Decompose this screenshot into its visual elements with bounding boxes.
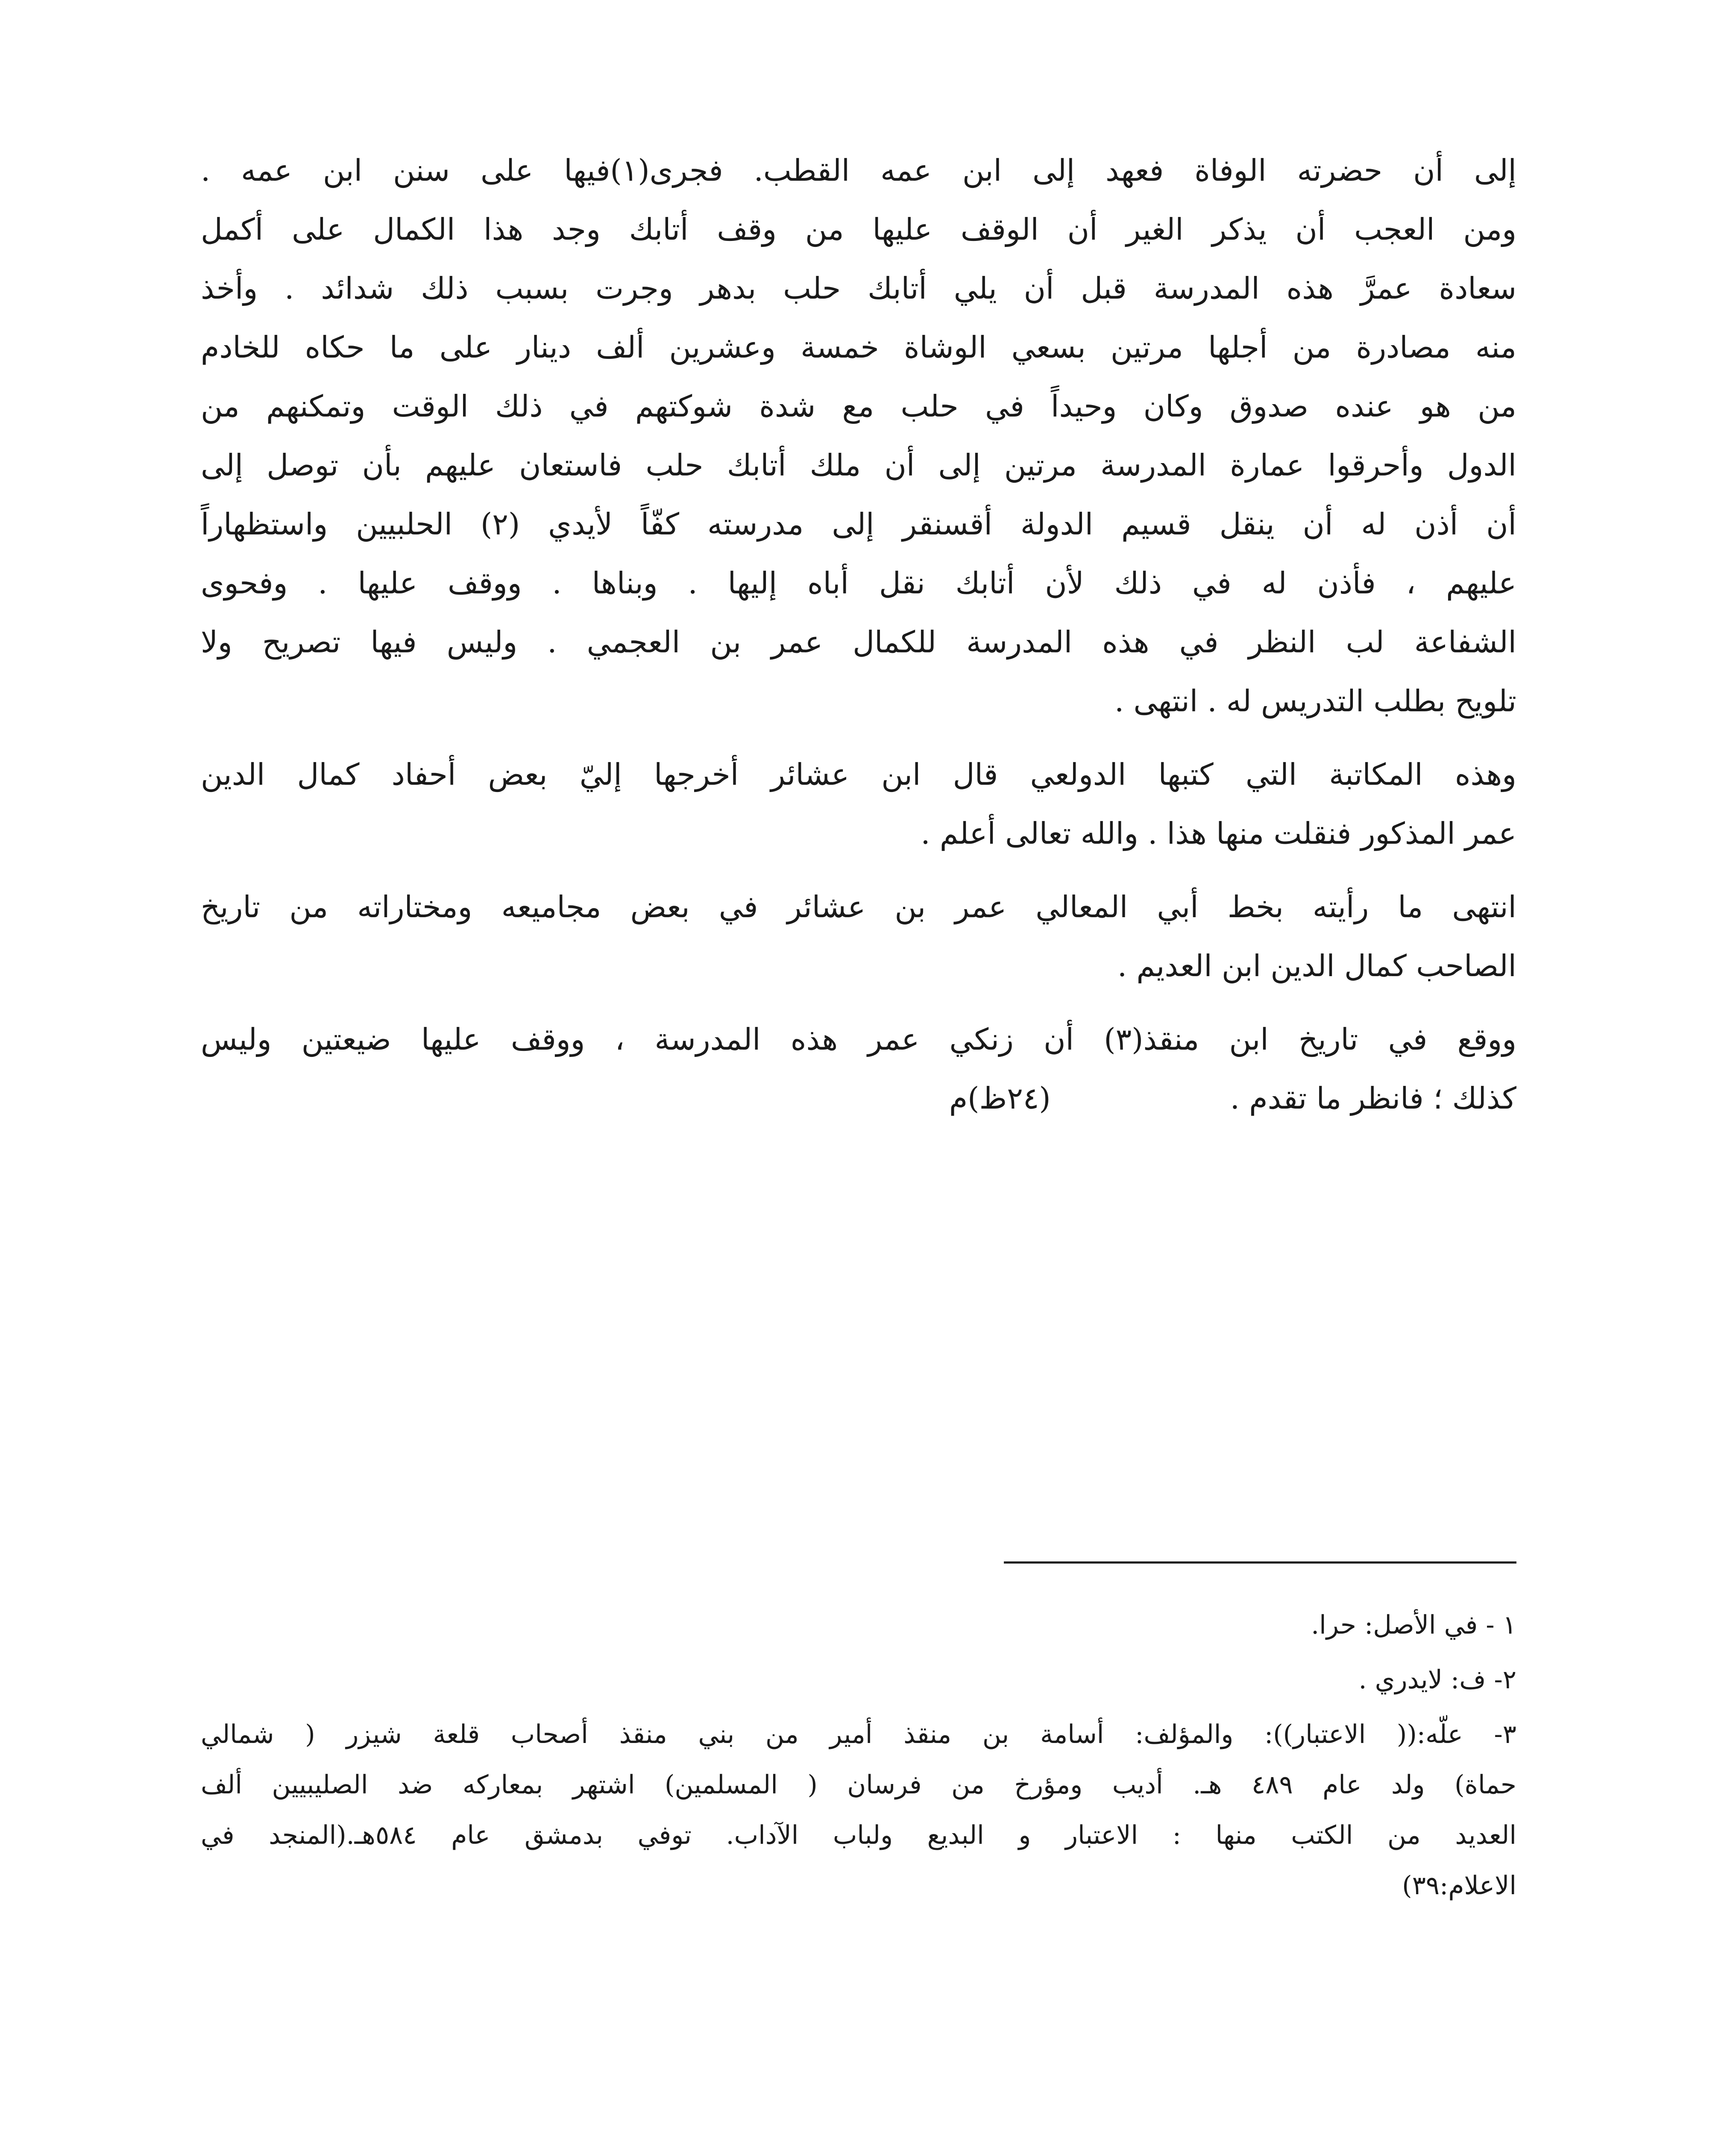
text-line: الشفاعة لب النظر في هذه المدرسة للكمال عمر بن العجمي . وليس فيها تصريح ولا — [201, 625, 1516, 660]
text-line: أن أذن له أن ينقل قسيم الدولة أقسنقر إلى مدرسته كفّاً لأيدي (٢) الحلبيين واستظهاراً — [201, 507, 1516, 542]
text-line: منه مصادرة من أجلها مرتين بسعي الوشاة خمسة وعشرين ألف دينار على ما حكاه للخادم — [201, 330, 1516, 365]
footnote-2 — [201, 1655, 1516, 1705]
footnotes — [201, 1600, 1516, 1911]
paragraph-2 — [201, 745, 1516, 863]
text-line: عمر المذكور فنقلت منها هذا . والله تعالى أعلم . — [921, 816, 1516, 851]
text-line: عليهم ، فأذن له في ذلك لأن أتابك نقل أباه إليها . وبناها . ووقف عليها . وفحوى — [201, 566, 1516, 601]
main-text-body — [201, 141, 1516, 1128]
footnote-1 — [201, 1600, 1516, 1650]
paragraph-4 — [201, 1010, 1516, 1128]
text-line: ووقع في تاريخ ابن منقذ(٣) أن زنكي عمر هذه المدرسة ، ووقف عليها ضيعتين وليس — [201, 1022, 1516, 1057]
text-line: انتهى ما رأيته بخط أبي المعالي عمر بن عشائر في بعض مجاميعه ومختاراته من تاريخ — [201, 889, 1516, 924]
text-line: الدول وأحرقوا عمارة المدرسة مرتين إلى أن ملك أتابك حلب فاستعان عليهم بأن توصل إلى — [201, 448, 1516, 483]
footnote-line: الاعلام:٣٩) — [1402, 1871, 1516, 1901]
footnote-divider — [1004, 1561, 1516, 1564]
folio-marker: (٢٤ظ)م — [949, 1081, 1051, 1116]
text-line: كذلك ؛ فانظر ما تقدم . — [1230, 1081, 1516, 1116]
text-line: الصاحب كمال الدين ابن العديم . — [1117, 948, 1516, 983]
footnote-line: حماة) ولد عام ٤٨٩ هـ. أديب ومؤرخ من فرسان ( المسلمين) اشتهر بمعاركه ضد الصليبيين ألف — [201, 1770, 1516, 1800]
footnote-line: العديد من الكتب منها : الاعتبار و البديع ولباب الآداب. توفي بدمشق عام ٥٨٤هـ.(المنجد في — [201, 1820, 1516, 1850]
footnote-3 — [201, 1709, 1516, 1911]
footnote-line: ٢- ف: لايدري . — [1358, 1665, 1516, 1695]
paragraph-3 — [201, 877, 1516, 995]
text-line-with-folio — [201, 1069, 1516, 1128]
footnote-line: ١ - في الأصل: حرا. — [1311, 1610, 1516, 1640]
text-line: وهذه المكاتبة التي كتبها الدولعي قال ابن عشائر أخرجها إليّ بعض أحفاد كمال الدين — [201, 757, 1516, 792]
text-line: ومن العجب أن يذكر الغير أن الوقف عليها من وقف أتابك وجد هذا الكمال على أكمل — [201, 212, 1516, 247]
text-line: تلويح بطلب التدريس له . انتهى . — [1114, 684, 1516, 719]
text-line: إلى أن حضرته الوفاة فعهد إلى ابن عمه القطب. فجرى(١)فيها على سنن ابن عمه . — [201, 153, 1516, 188]
text-line: من هو عنده صدوق وكان وحيداً في حلب مع شدة شوكتهم في ذلك الوقت وتمكنهم من — [201, 389, 1516, 424]
paragraph-1 — [201, 141, 1516, 731]
footnote-line: ٣- علّه:(( الاعتبار)): والمؤلف: أسامة بن منقذ أمير من بني منقذ أصحاب قلعة شيزر ( شمالي — [201, 1719, 1516, 1749]
text-line: سعادة عمرَّ هذه المدرسة قبل أن يلي أتابك حلب بدهر وجرت بسبب ذلك شدائد . وأخذ — [201, 271, 1516, 306]
